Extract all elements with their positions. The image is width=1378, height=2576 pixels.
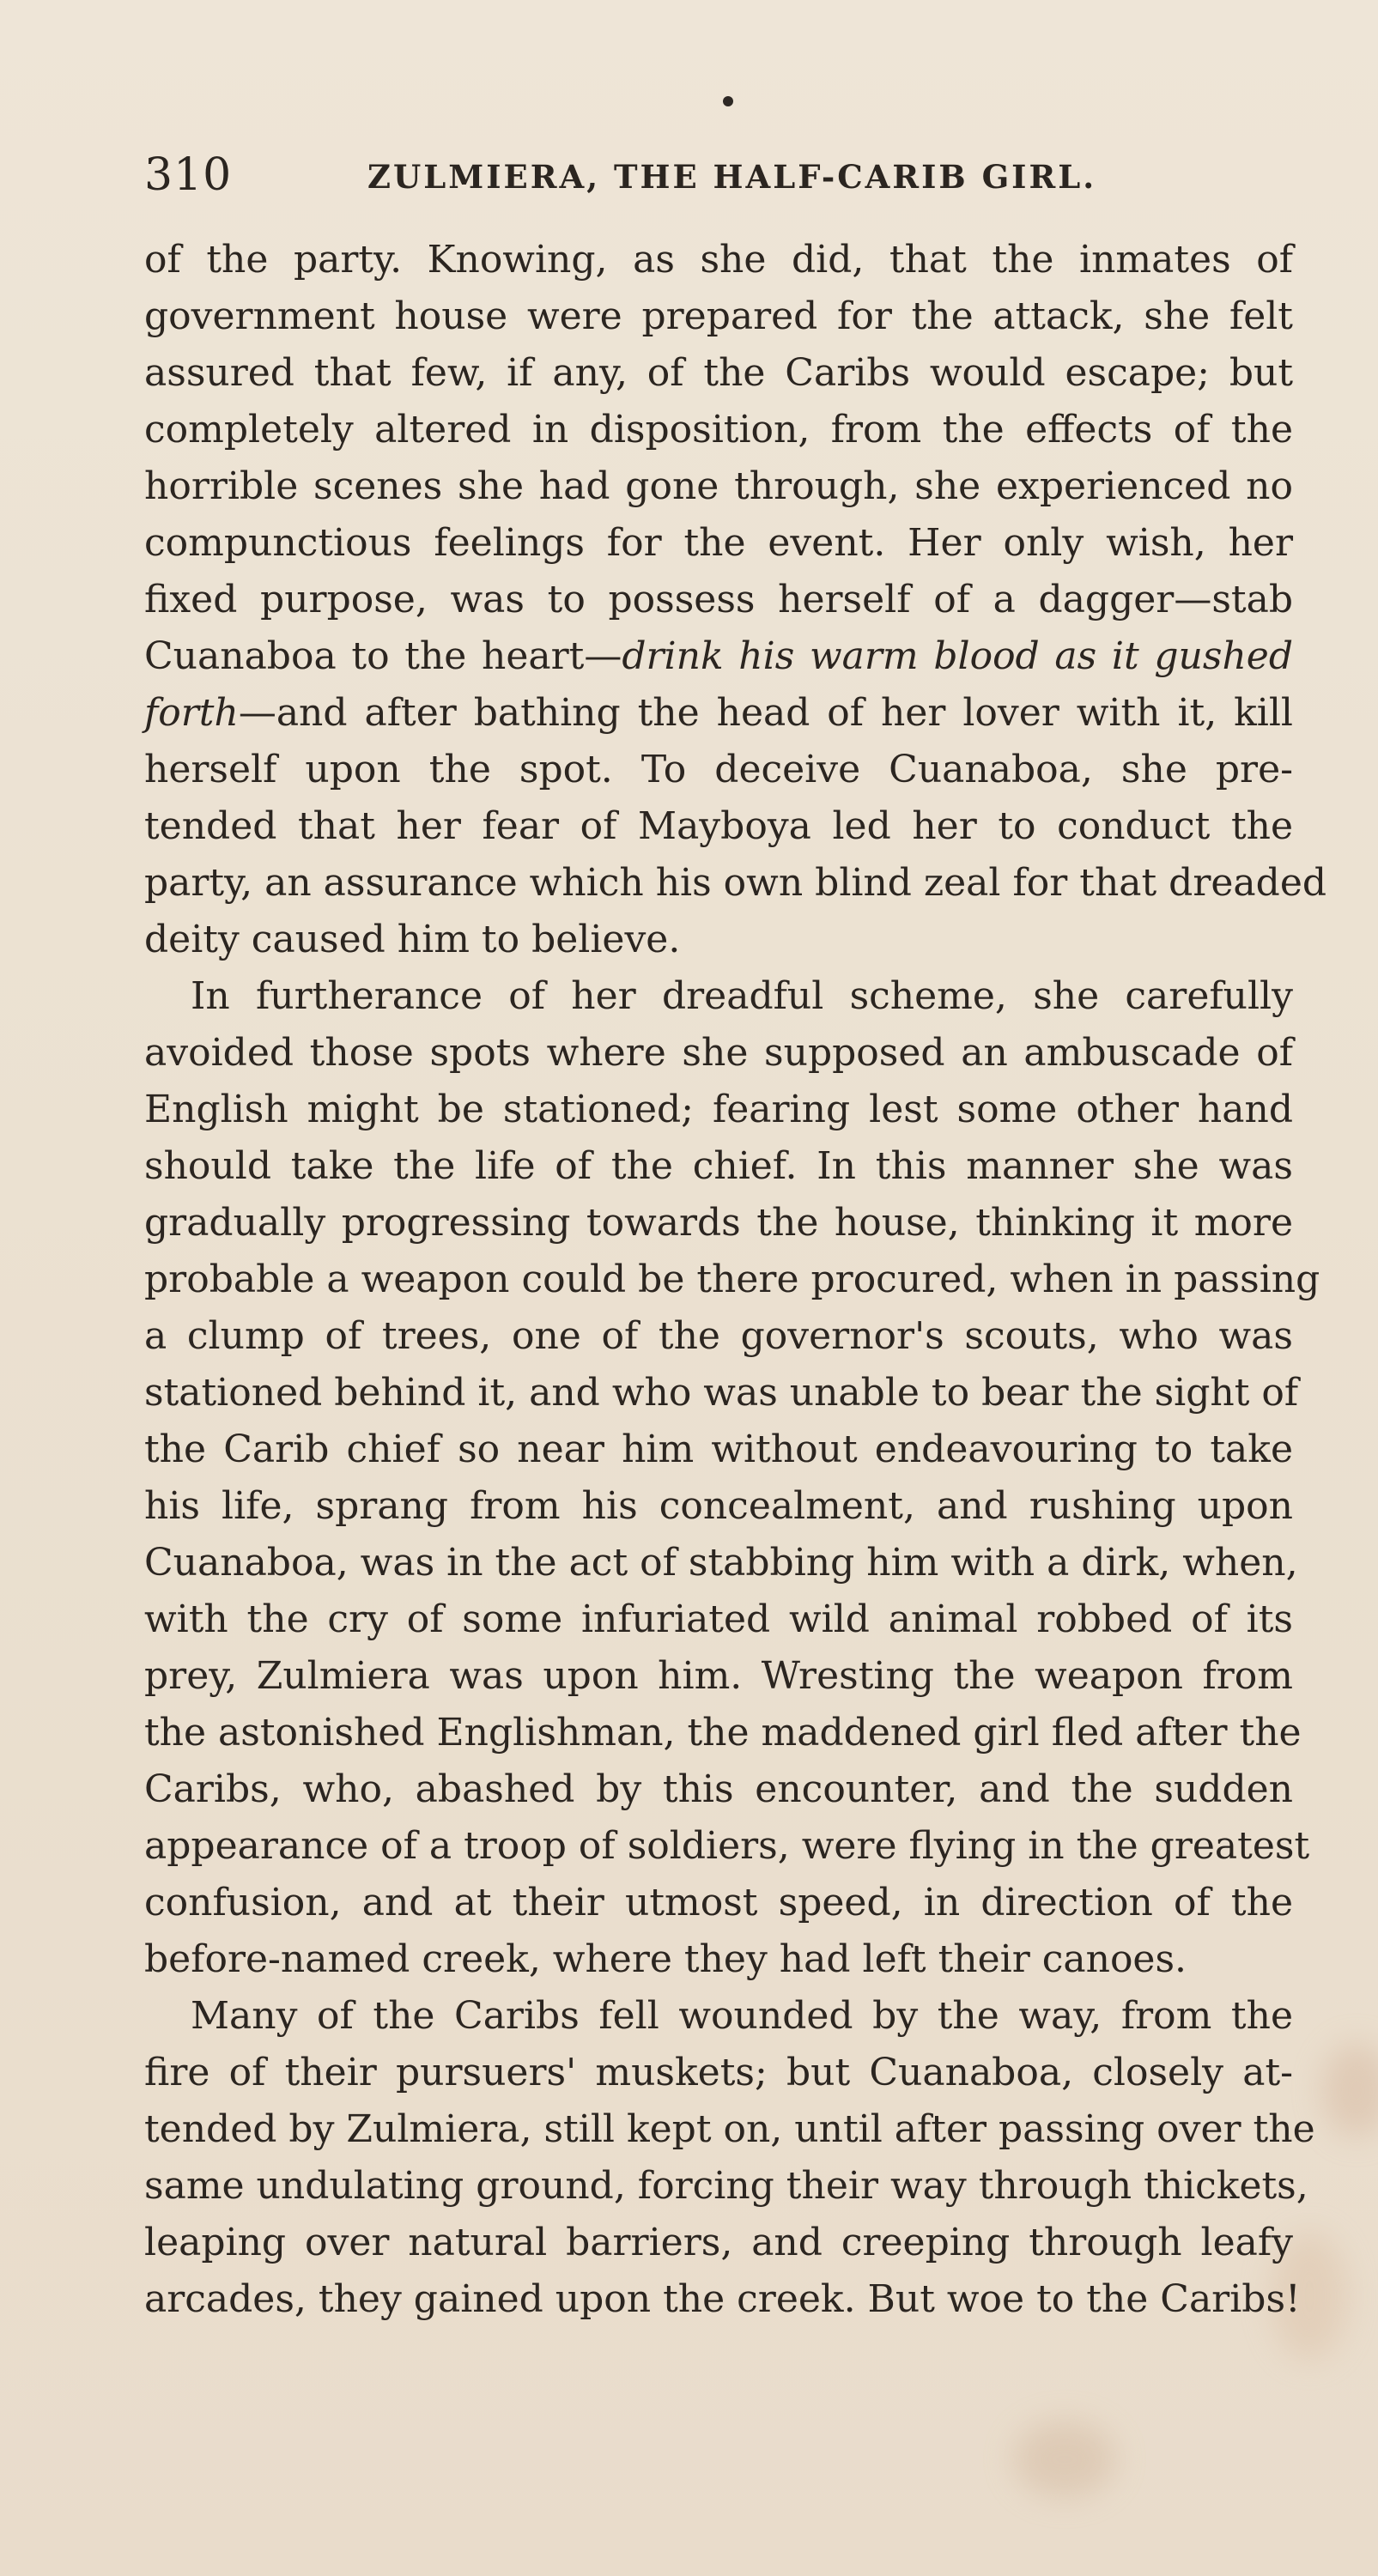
italic-emphasis: drink his warm blood as it gushed xyxy=(622,634,1293,678)
text-line: stationed behind it, and who was unable to bear the sight of xyxy=(144,1371,1299,1415)
text-line: his life, sprang from his concealment, and rushing upon xyxy=(144,1484,1293,1528)
running-title: ZULMIERA, THE HALF-CARIB GIRL. xyxy=(367,158,1097,196)
text-line: tended by Zulmiera, still kept on, until after passing over the xyxy=(144,2107,1315,2151)
text-line: fire of their pursuers' muskets; but Cuanaboa, closely at- xyxy=(144,2051,1293,2094)
text-line: before-named creek, where they had left their canoes. xyxy=(144,1937,1187,1981)
paper-stain xyxy=(1322,2043,1378,2137)
text-line: party, an assurance which his own blind zeal for that dreaded xyxy=(144,861,1327,905)
text-line: English might be stationed; fearing lest some other hand xyxy=(144,1088,1293,1131)
paragraph-start-line: Many of the Caribs fell wounded by the way, from the xyxy=(191,1994,1293,2038)
text-line: compunctious feelings for the event. Her only wish, her xyxy=(144,521,1293,565)
text-line: Caribs, who, abashed by this encounter, and the sudden xyxy=(144,1767,1293,1811)
paper-stain xyxy=(1013,2421,1116,2498)
text-line: the astonished Englishman, the maddened girl fled after the xyxy=(144,1711,1302,1755)
text-line: herself upon the spot. To deceive Cuanaboa, she pre- xyxy=(144,748,1293,791)
text-line: government house were prepared for the attack, she felt xyxy=(144,294,1293,338)
page-number: 310 xyxy=(144,149,233,201)
text-line: confusion, and at their utmost speed, in direction of the xyxy=(144,1881,1293,1924)
text-line-emphasis: forth—and after bathing the head of her lover with it, kill xyxy=(144,691,1293,735)
text-line: deity caused him to believe. xyxy=(144,918,681,961)
text-line: appearance of a troop of soldiers, were flying in the greatest xyxy=(144,1824,1310,1868)
text-line: prey, Zulmiera was upon him. Wresting the weapon from xyxy=(144,1654,1293,1698)
text-line: a clump of trees, one of the governor's scouts, who was xyxy=(144,1314,1293,1358)
text-line: avoided those spots where she supposed an ambuscade of xyxy=(144,1031,1293,1075)
printer-dot xyxy=(723,96,733,106)
text-line: arcades, they gained upon the creek. But woe to the Caribs! xyxy=(144,2277,1301,2321)
text-line: same undulating ground, forcing their way through thickets, xyxy=(144,2164,1308,2208)
text-line: of the party. Knowing, as she did, that the inmates of xyxy=(144,238,1293,282)
italic-emphasis: forth xyxy=(144,691,239,735)
page-header xyxy=(144,151,1293,199)
text-line: the Carib chief so near him without endeavouring to take xyxy=(144,1427,1293,1471)
text-line-emphasis: Cuanaboa to the heart—drink his warm blood as it gushed xyxy=(144,634,1293,678)
text-line: completely altered in disposition, from the effects of the xyxy=(144,408,1293,452)
text-line: Cuanaboa, was in the act of stabbing him with a dirk, when, xyxy=(144,1541,1298,1585)
paragraph-start-line: In furtherance of her dreadful scheme, she carefully xyxy=(191,974,1293,1018)
text-line: assured that few, if any, of the Caribs would escape; but xyxy=(144,351,1293,395)
text-line: leaping over natural barriers, and creeping through leafy xyxy=(144,2221,1293,2264)
text-line: fixed purpose, was to possess herself of a dagger—stab xyxy=(144,578,1293,621)
text-line: should take the life of the chief. In this manner she was xyxy=(144,1144,1293,1188)
text-line: probable a weapon could be there procured, when in passing xyxy=(144,1258,1320,1301)
text-line: gradually progressing towards the house, thinking it more xyxy=(144,1201,1293,1245)
text-line: tended that her fear of Mayboya led her to conduct the xyxy=(144,804,1293,848)
text-line: with the cry of some infuriated wild animal robbed of its xyxy=(144,1597,1293,1641)
body-text xyxy=(144,232,1327,2328)
text-line: horrible scenes she had gone through, she experienced no xyxy=(144,464,1293,508)
